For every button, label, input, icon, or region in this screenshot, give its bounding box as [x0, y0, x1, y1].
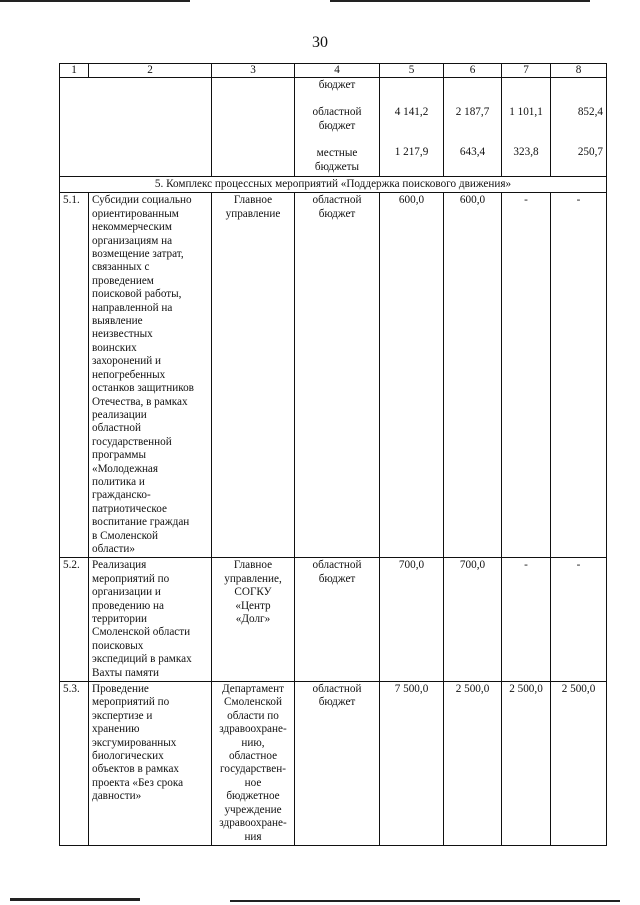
col-header: 4 — [295, 64, 380, 78]
col-header: 6 — [444, 64, 502, 78]
col-header: 8 — [551, 64, 607, 78]
page-number: 30 — [312, 34, 328, 51]
continuation-col5: 4 141,2 1 217,9 — [380, 78, 444, 177]
continuation-col6: 2 187,7 643,4 — [444, 78, 502, 177]
value-col6: 700,0 — [444, 558, 502, 682]
value-col5: 600,0 — [380, 193, 444, 558]
value-col8: - — [551, 193, 607, 558]
executor: Главное управление — [212, 193, 295, 558]
measure-name: Субсидии социально ориентированным некоммерческим организациям на возмещение затрат, связанных с проведением поисковой работы, направленной на выявление неизвестных воинских захоронений и непогребенных останков защитников Отечества, в рамках реализации областной государственной программы «Молодежная политика и гражданско- патриотическое воспитание граждан в Смоленской области» — [89, 193, 212, 558]
value-col5: 7 500,0 — [380, 682, 444, 846]
value-col7: - — [502, 558, 551, 682]
value-col6: 600,0 — [444, 193, 502, 558]
continuation-source-cell: бюджет областной бюджет местные бюджеты — [295, 78, 380, 177]
funding-source: областной бюджет — [295, 558, 380, 682]
scan-edge-bottom-left — [10, 898, 140, 901]
value-col7: 2 500,0 — [502, 682, 551, 846]
funding-source: областной бюджет — [295, 193, 380, 558]
col-header: 7 — [502, 64, 551, 78]
table-row — [60, 558, 607, 682]
value-col6: 2 500,0 — [444, 682, 502, 846]
continuation-col8: 852,4 250,7 — [551, 78, 607, 177]
table-row — [60, 682, 607, 846]
column-number-header — [60, 64, 607, 78]
continuation-exec-cell — [212, 78, 295, 177]
table-row — [60, 193, 607, 558]
measures-table — [59, 63, 607, 846]
executor: Департамент Смоленской области по здравоохране- нию, областное государствен- ное бюджетное учреждение здравоохране- ния — [212, 682, 295, 846]
row-number: 5.3. — [60, 682, 89, 846]
scan-edge-top-right — [330, 0, 590, 2]
col-header: 1 — [60, 64, 89, 78]
measure-name: Реализация мероприятий по организации и проведению на территории Смоленской области поисковых экспедиций в рамках Вахты памяти — [89, 558, 212, 682]
row-number: 5.1. — [60, 193, 89, 558]
col-header: 3 — [212, 64, 295, 78]
col-header: 2 — [89, 64, 212, 78]
executor: Главное управление, СОГКУ «Центр «Долг» — [212, 558, 295, 682]
continuation-row — [60, 78, 607, 177]
col-header: 5 — [380, 64, 444, 78]
section-row — [60, 177, 607, 193]
continuation-empty-cell — [60, 78, 212, 177]
funding-source: областной бюджет — [295, 682, 380, 846]
continuation-col7: 1 101,1 323,8 — [502, 78, 551, 177]
row-number: 5.2. — [60, 558, 89, 682]
value-col7: - — [502, 193, 551, 558]
scan-edge-top-left — [0, 0, 190, 2]
value-col8: 2 500,0 — [551, 682, 607, 846]
value-col5: 700,0 — [380, 558, 444, 682]
measure-name: Проведение мероприятий по экспертизе и хранению эксгумированных биологических объектов в рамках проекта «Без срока давности» — [89, 682, 212, 846]
scan-edge-bottom-right — [230, 900, 620, 902]
section-title: 5. Комплекс процессных мероприятий «Поддержка поискового движения» — [60, 177, 607, 193]
value-col8: - — [551, 558, 607, 682]
